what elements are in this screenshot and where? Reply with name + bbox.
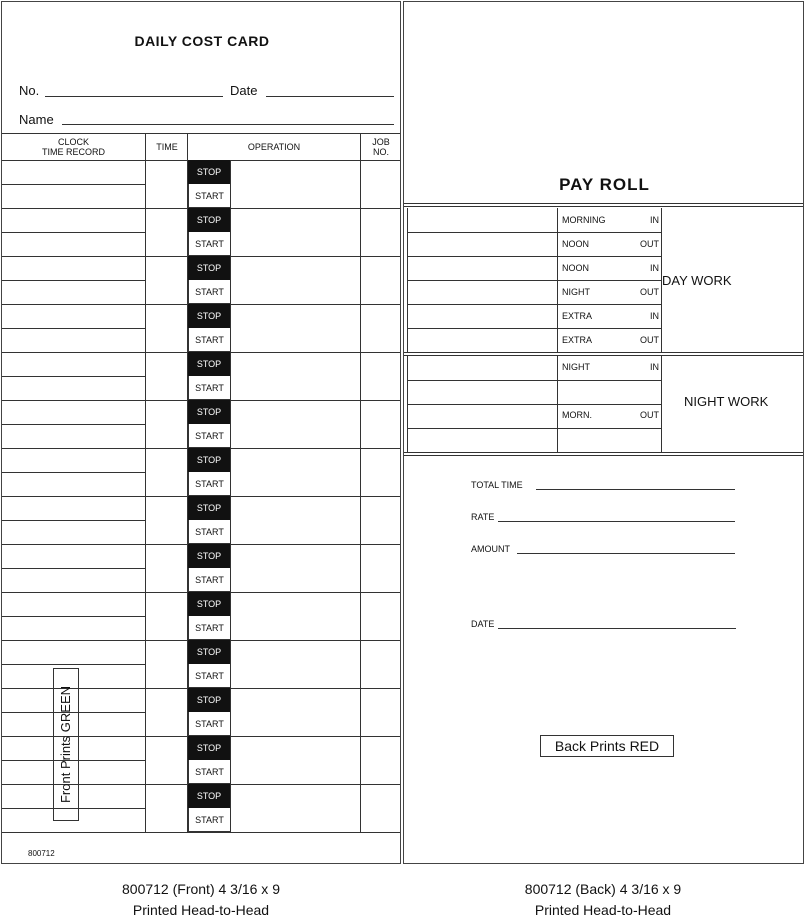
name-field[interactable] <box>62 124 394 125</box>
day-row-period: NIGHT <box>562 287 590 297</box>
col-operation-header: OPERATION <box>247 142 301 152</box>
col-job-header: JOB NO. <box>372 137 390 157</box>
clock-half-line <box>2 376 145 377</box>
front-side-note-box <box>53 668 79 821</box>
total-time-label: TOTAL TIME <box>471 480 523 490</box>
night-row-direction: OUT <box>640 410 659 420</box>
day-row-line <box>407 280 661 281</box>
night-double-line <box>404 455 803 456</box>
start-label: START <box>188 664 231 688</box>
row-line <box>2 832 400 833</box>
start-label: START <box>188 808 231 832</box>
front-side-note: Front Prints GREEN <box>58 685 74 804</box>
total-time-field[interactable] <box>536 489 735 490</box>
stop-label: STOP <box>188 736 230 760</box>
payroll-top-double-line <box>404 203 803 204</box>
stop-label: STOP <box>188 640 230 664</box>
table-top-line <box>2 133 400 134</box>
name-label: Name <box>19 112 54 127</box>
start-label: START <box>188 232 231 256</box>
clock-half-line <box>2 424 145 425</box>
stop-label: STOP <box>188 784 230 808</box>
start-label: START <box>188 328 231 352</box>
amount-field[interactable] <box>517 553 735 554</box>
day-row-period: EXTRA <box>562 335 593 345</box>
stop-label: STOP <box>188 400 230 424</box>
clock-half-line <box>2 232 145 233</box>
day-row-direction: IN <box>650 215 659 225</box>
night-row-line <box>407 404 661 405</box>
day-row-direction: IN <box>650 311 659 321</box>
stop-label: STOP <box>188 256 230 280</box>
back-caption-line2: Printed Head-to-Head <box>534 902 672 918</box>
front-caption-line2: Printed Head-to-Head <box>132 902 270 918</box>
date-label: Date <box>230 83 258 98</box>
day-row-period: EXTRA <box>562 311 593 321</box>
night-row-period: NIGHT <box>562 362 590 372</box>
clock-half-line <box>2 280 145 281</box>
start-label: START <box>188 520 231 544</box>
stop-label: STOP <box>188 304 230 328</box>
back-title: PAY ROLL <box>559 175 650 194</box>
clock-half-line <box>2 568 145 569</box>
stop-label: STOP <box>188 352 230 376</box>
front-title: DAILY COST CARD <box>134 33 270 49</box>
day-row-line <box>407 328 661 329</box>
day-row-direction: IN <box>650 263 659 273</box>
rate-label: RATE <box>471 512 495 522</box>
stop-label: STOP <box>188 688 230 712</box>
start-label: START <box>188 568 231 592</box>
stop-label: STOP <box>188 448 230 472</box>
night-divider-2 <box>661 356 662 452</box>
start-label: START <box>188 184 231 208</box>
start-label: START <box>188 616 231 640</box>
col-time-header: TIME <box>156 142 178 152</box>
clock-half-line <box>2 472 145 473</box>
start-label: START <box>188 712 231 736</box>
back-date-field[interactable] <box>498 628 736 629</box>
stop-label: STOP <box>188 592 230 616</box>
start-label: START <box>188 280 231 304</box>
start-label: START <box>188 760 231 784</box>
back-caption-line1: 800712 (Back) 4 3/16 x 9 <box>524 881 682 897</box>
night-row-line <box>407 428 661 429</box>
day-double-line <box>404 352 803 353</box>
night-row-line <box>407 380 661 381</box>
back-date-label: DATE <box>471 619 495 629</box>
back-side-note: Back Prints RED <box>540 735 674 757</box>
day-double-line <box>404 355 803 356</box>
day-row-direction: OUT <box>640 239 659 249</box>
payroll-top-double-line <box>404 206 803 207</box>
stop-label: STOP <box>188 208 230 232</box>
day-work-label: DAY WORK <box>662 273 732 288</box>
day-row-direction: OUT <box>640 287 659 297</box>
stop-label: STOP <box>188 160 230 184</box>
day-row-period: MORNING <box>562 215 606 225</box>
start-label: START <box>188 424 231 448</box>
front-card <box>1 1 401 864</box>
col-divider-operation <box>360 133 361 832</box>
clock-half-line <box>2 520 145 521</box>
clock-half-line <box>2 616 145 617</box>
day-row-period: NOON <box>562 263 589 273</box>
start-label: START <box>188 376 231 400</box>
amount-label: AMOUNT <box>471 544 510 554</box>
night-divider-1 <box>557 356 558 452</box>
night-work-label: NIGHT WORK <box>684 394 769 409</box>
back-card <box>403 1 804 864</box>
stop-label: STOP <box>188 496 230 520</box>
night-row-direction: IN <box>650 362 659 372</box>
day-left-border <box>407 208 408 352</box>
day-divider-1 <box>557 208 558 352</box>
clock-half-line <box>2 328 145 329</box>
form-number: 800712 <box>28 849 55 858</box>
date-field[interactable] <box>266 96 394 97</box>
no-label: No. <box>19 83 40 98</box>
day-row-period: NOON <box>562 239 589 249</box>
col-clock-header: CLOCK TIME RECORD <box>42 137 105 157</box>
night-left-border <box>407 356 408 452</box>
day-row-line <box>407 232 661 233</box>
day-row-line <box>407 256 661 257</box>
stop-label: STOP <box>188 544 230 568</box>
col-divider-clock <box>145 133 146 832</box>
rate-field[interactable] <box>498 521 735 522</box>
day-row-direction: OUT <box>640 335 659 345</box>
clock-half-line <box>2 664 145 665</box>
front-caption-line1: 800712 (Front) 4 3/16 x 9 <box>122 881 280 897</box>
start-label: START <box>188 472 231 496</box>
day-row-line <box>407 304 661 305</box>
night-double-line <box>404 452 803 453</box>
night-row-period: MORN. <box>562 410 592 420</box>
no-field[interactable] <box>45 96 223 97</box>
clock-half-line <box>2 184 145 185</box>
